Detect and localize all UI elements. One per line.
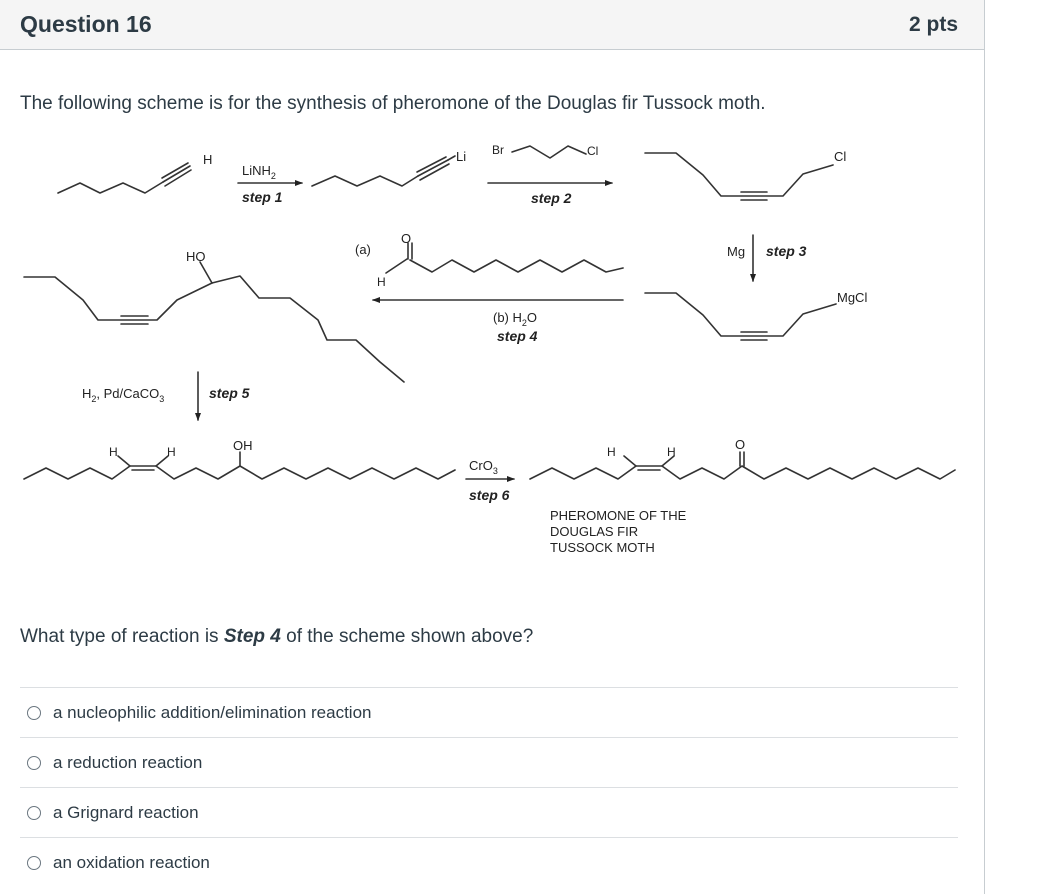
answer-option-1[interactable]	[20, 687, 958, 737]
chloroalkyne-product	[645, 153, 833, 196]
prompt-emphasis: Step 4	[223, 626, 281, 647]
step4b-label: (b) $H_2O$	[493, 310, 538, 328]
answer-option-4[interactable]	[20, 837, 958, 887]
answer-list	[20, 687, 958, 887]
reagent1-label: LiNH$_2$	[242, 163, 276, 181]
answer-option-2[interactable]	[20, 737, 958, 787]
step1-label: step 1	[242, 189, 283, 205]
pheromone-h2-label: H	[667, 445, 676, 459]
radio-button[interactable]	[27, 806, 41, 820]
aldehyde-chain	[410, 260, 623, 272]
step5-label: step 5	[209, 385, 250, 401]
chloro-reagent-label: Cl	[587, 144, 599, 158]
prompt-text-start: What type of reaction is	[20, 626, 224, 647]
alkene-h1-label: H	[109, 445, 118, 459]
alkyne-start-chain	[58, 182, 163, 193]
answer-label: an oxidation reaction	[53, 852, 210, 872]
pheromone-line1: PHEROMONE OF THE	[550, 508, 687, 523]
bromochloropropane	[512, 146, 586, 158]
question-title: Question 16	[20, 11, 152, 37]
hydroxyl-oh-label: OH	[233, 438, 253, 453]
step6-label: step 6	[469, 487, 510, 503]
answer-option-3[interactable]	[20, 787, 958, 837]
step4a-label: (a)	[355, 242, 371, 257]
answer-label: a nucleophilic addition/elimination reaction	[53, 702, 372, 722]
step3-label: step 3	[766, 243, 807, 259]
grignard-reagent	[645, 293, 836, 336]
acetylide-chain	[312, 176, 418, 186]
synthesis-scheme	[0, 135, 985, 565]
alcohol-right-chain	[212, 276, 404, 382]
pheromone-line2: DOUGLAS FIR	[550, 524, 639, 539]
alkene-h2-label: H	[167, 445, 176, 459]
hydroxyl-label: HO	[186, 249, 206, 264]
lithium-label: Li	[456, 149, 467, 164]
alcohol-left-chain	[24, 277, 212, 320]
pheromone-h1-label: H	[607, 445, 616, 459]
question-header	[0, 0, 984, 50]
answer-label: a Grignard reaction	[53, 802, 199, 822]
chloro-product-label: Cl	[834, 149, 847, 164]
reagent5-label: $H_2$, Pd/CaCO$_3$	[82, 386, 165, 404]
question-prompt	[20, 626, 533, 648]
step2-label: step 2	[531, 190, 572, 206]
prompt-text-end: of the scheme shown above?	[280, 626, 534, 647]
radio-button[interactable]	[27, 856, 41, 870]
reagent6-label: CrO$_3$	[469, 458, 498, 476]
aldehyde-oxygen-label: O	[401, 231, 412, 246]
ketone-oxygen-label: O	[735, 437, 746, 452]
bromo-label: Br	[492, 143, 504, 157]
radio-button[interactable]	[27, 706, 41, 720]
radio-button[interactable]	[27, 756, 41, 770]
pheromone-chain	[530, 466, 955, 479]
aldehyde-h-label: H	[377, 275, 386, 289]
answer-label: a reduction reaction	[53, 752, 203, 772]
terminal-h-label: H	[203, 152, 213, 167]
step4-label: step 4	[497, 328, 538, 344]
question-points: 2 pts	[908, 12, 958, 36]
cis-alkenol-chain	[24, 466, 455, 479]
magnesium-label: Mg	[727, 244, 746, 259]
question-text: The following scheme is for the synthesis of pheromone of the Douglas fir Tussock moth.	[20, 93, 766, 114]
pheromone-line3: TUSSOCK MOTH	[550, 540, 655, 555]
mgcl-label: MgCl	[837, 290, 868, 305]
